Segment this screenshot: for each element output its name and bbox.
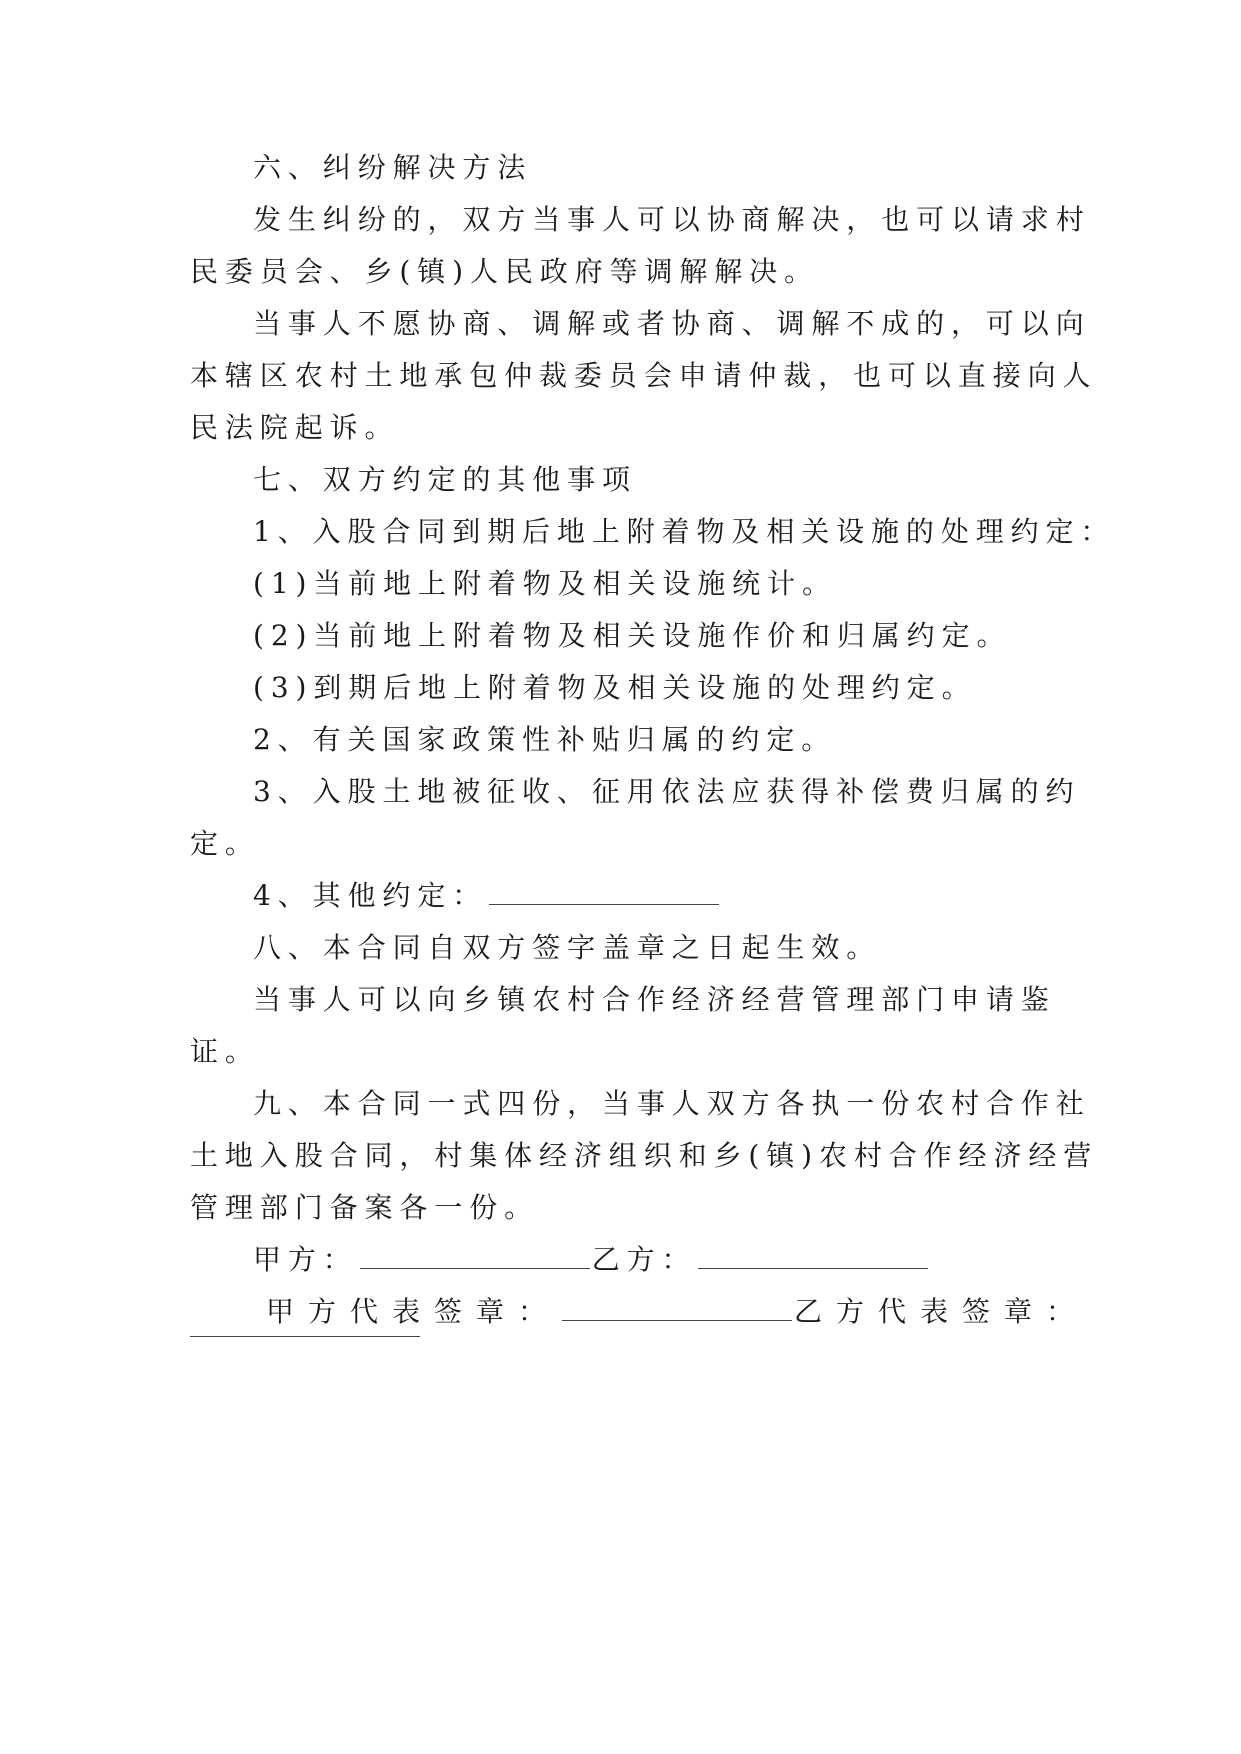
section-8-heading: 八、本合同自双方签字盖章之日起生效。 — [253, 931, 882, 964]
party-signature-line — [253, 1240, 1050, 1280]
paragraph-line: (1)当前地上附着物及相关设施统计。 — [253, 567, 837, 600]
section-6-heading: 六、纠纷解决方法 — [253, 151, 533, 184]
section-9-heading: 九、本合同一式四份，当事人双方各执一份农村合作社 — [253, 1087, 1091, 1120]
party-a-rep-blank — [562, 1292, 792, 1321]
party-a-label: 甲方： — [253, 1243, 358, 1276]
paragraph-line: 民委员会、乡(镇)人民政府等调解解决。 — [190, 255, 819, 288]
paragraph-line: 2、有关国家政策性补贴归属的约定。 — [253, 723, 837, 756]
party-b-rep-blank — [190, 1336, 420, 1337]
paragraph-line: 本辖区农村土地承包仲裁委员会申请仲裁，也可以直接向人 — [190, 359, 1098, 392]
paragraph-line: 管理部门备案各一份。 — [190, 1191, 540, 1224]
party-b-label: 乙方： — [591, 1243, 697, 1276]
paragraph-line: 当事人可以向乡镇农村合作经济经营管理部门申请鉴 — [253, 983, 1056, 1016]
section-7-heading: 七、双方约定的其他事项 — [253, 463, 637, 496]
paragraph-line: (3)到期后地上附着物及相关设施的处理约定。 — [253, 671, 977, 704]
party-a-blank — [360, 1240, 590, 1269]
paragraph-line: 民法院起诉。 — [190, 411, 400, 444]
party-a-rep-label: 甲方代表签章： — [266, 1295, 561, 1328]
other-agreement-line — [253, 876, 1050, 916]
paragraph-line: 证。 — [190, 1035, 260, 1068]
paragraph-line: 当事人不愿协商、调解或者协商、调解不成的，可以向 — [253, 307, 1091, 340]
party-b-rep-label: 乙方代表签章： — [794, 1295, 1089, 1328]
paragraph-line: 发生纠纷的，双方当事人可以协商解决，也可以请求村 — [253, 203, 1091, 236]
paragraph-line: 1、入股合同到期后地上附着物及相关设施的处理约定： — [253, 515, 1116, 548]
paragraph-line: 定。 — [190, 827, 260, 860]
other-agreement-label: 4、其他约定： — [253, 879, 488, 912]
other-agreement-blank — [489, 876, 719, 905]
paragraph-line: 土地入股合同，村集体经济组织和乡(镇)农村合作经济经营 — [190, 1139, 1099, 1172]
rep-signature-line — [266, 1292, 1089, 1332]
paragraph-line: (2)当前地上附着物及相关设施作价和归属约定。 — [253, 619, 1012, 652]
paragraph-line: 3、入股土地被征收、征用依法应获得补偿费归属的约 — [253, 775, 1081, 808]
party-b-blank — [698, 1240, 928, 1269]
